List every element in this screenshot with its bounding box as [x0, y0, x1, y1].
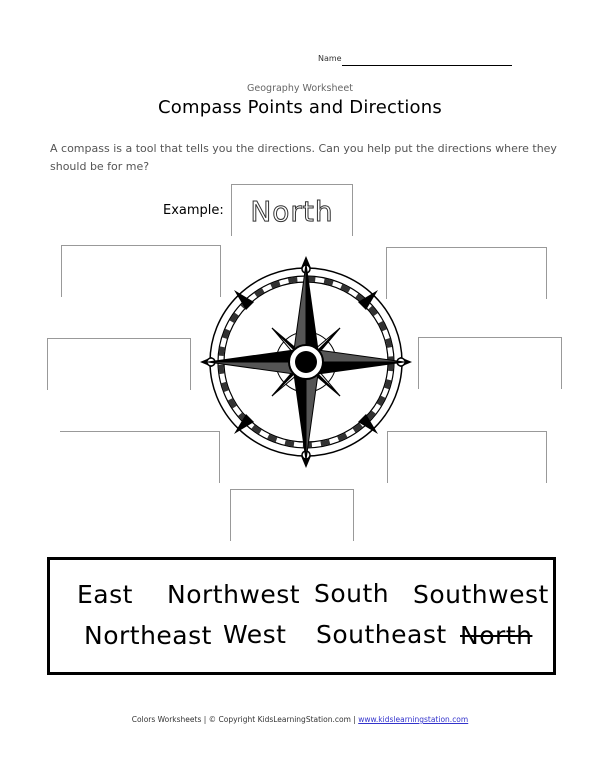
answer-box-southwest[interactable] — [60, 431, 220, 483]
name-label: Name — [318, 54, 342, 63]
compass-rose-icon — [200, 255, 412, 469]
footer-copyright: Colors Worksheets | © Copyright KidsLearningStation.com | — [131, 715, 356, 724]
page-title: Compass Points and Directions — [158, 97, 442, 118]
worksheet-subtitle: Geography Worksheet — [247, 83, 353, 94]
answer-box-east[interactable] — [418, 337, 562, 389]
footer — [0, 715, 600, 724]
answer-box-west[interactable] — [47, 338, 191, 390]
footer-link[interactable]: www.kidslearningstation.com — [358, 715, 469, 724]
word-northwest: Northwest — [167, 580, 301, 609]
word-east: East — [77, 580, 133, 609]
name-input-line[interactable] — [342, 65, 512, 66]
example-answer-box — [231, 184, 353, 236]
word-southwest: Southwest — [413, 580, 549, 609]
example-label: Example: — [163, 203, 224, 218]
answer-box-northwest[interactable] — [61, 245, 221, 297]
word-west: West — [223, 620, 287, 649]
word-southeast: Southeast — [316, 620, 447, 649]
word-north-crossed-out: North — [460, 621, 533, 650]
answer-box-south[interactable] — [230, 489, 354, 541]
word-south: South — [314, 579, 390, 608]
instructions: A compass is a tool that tells you the directions. Can you help put the directions where they should be for me? — [50, 142, 557, 173]
word-northeast: Northeast — [84, 621, 212, 650]
word-bank — [47, 557, 556, 675]
example-traced-word: North — [250, 195, 334, 228]
